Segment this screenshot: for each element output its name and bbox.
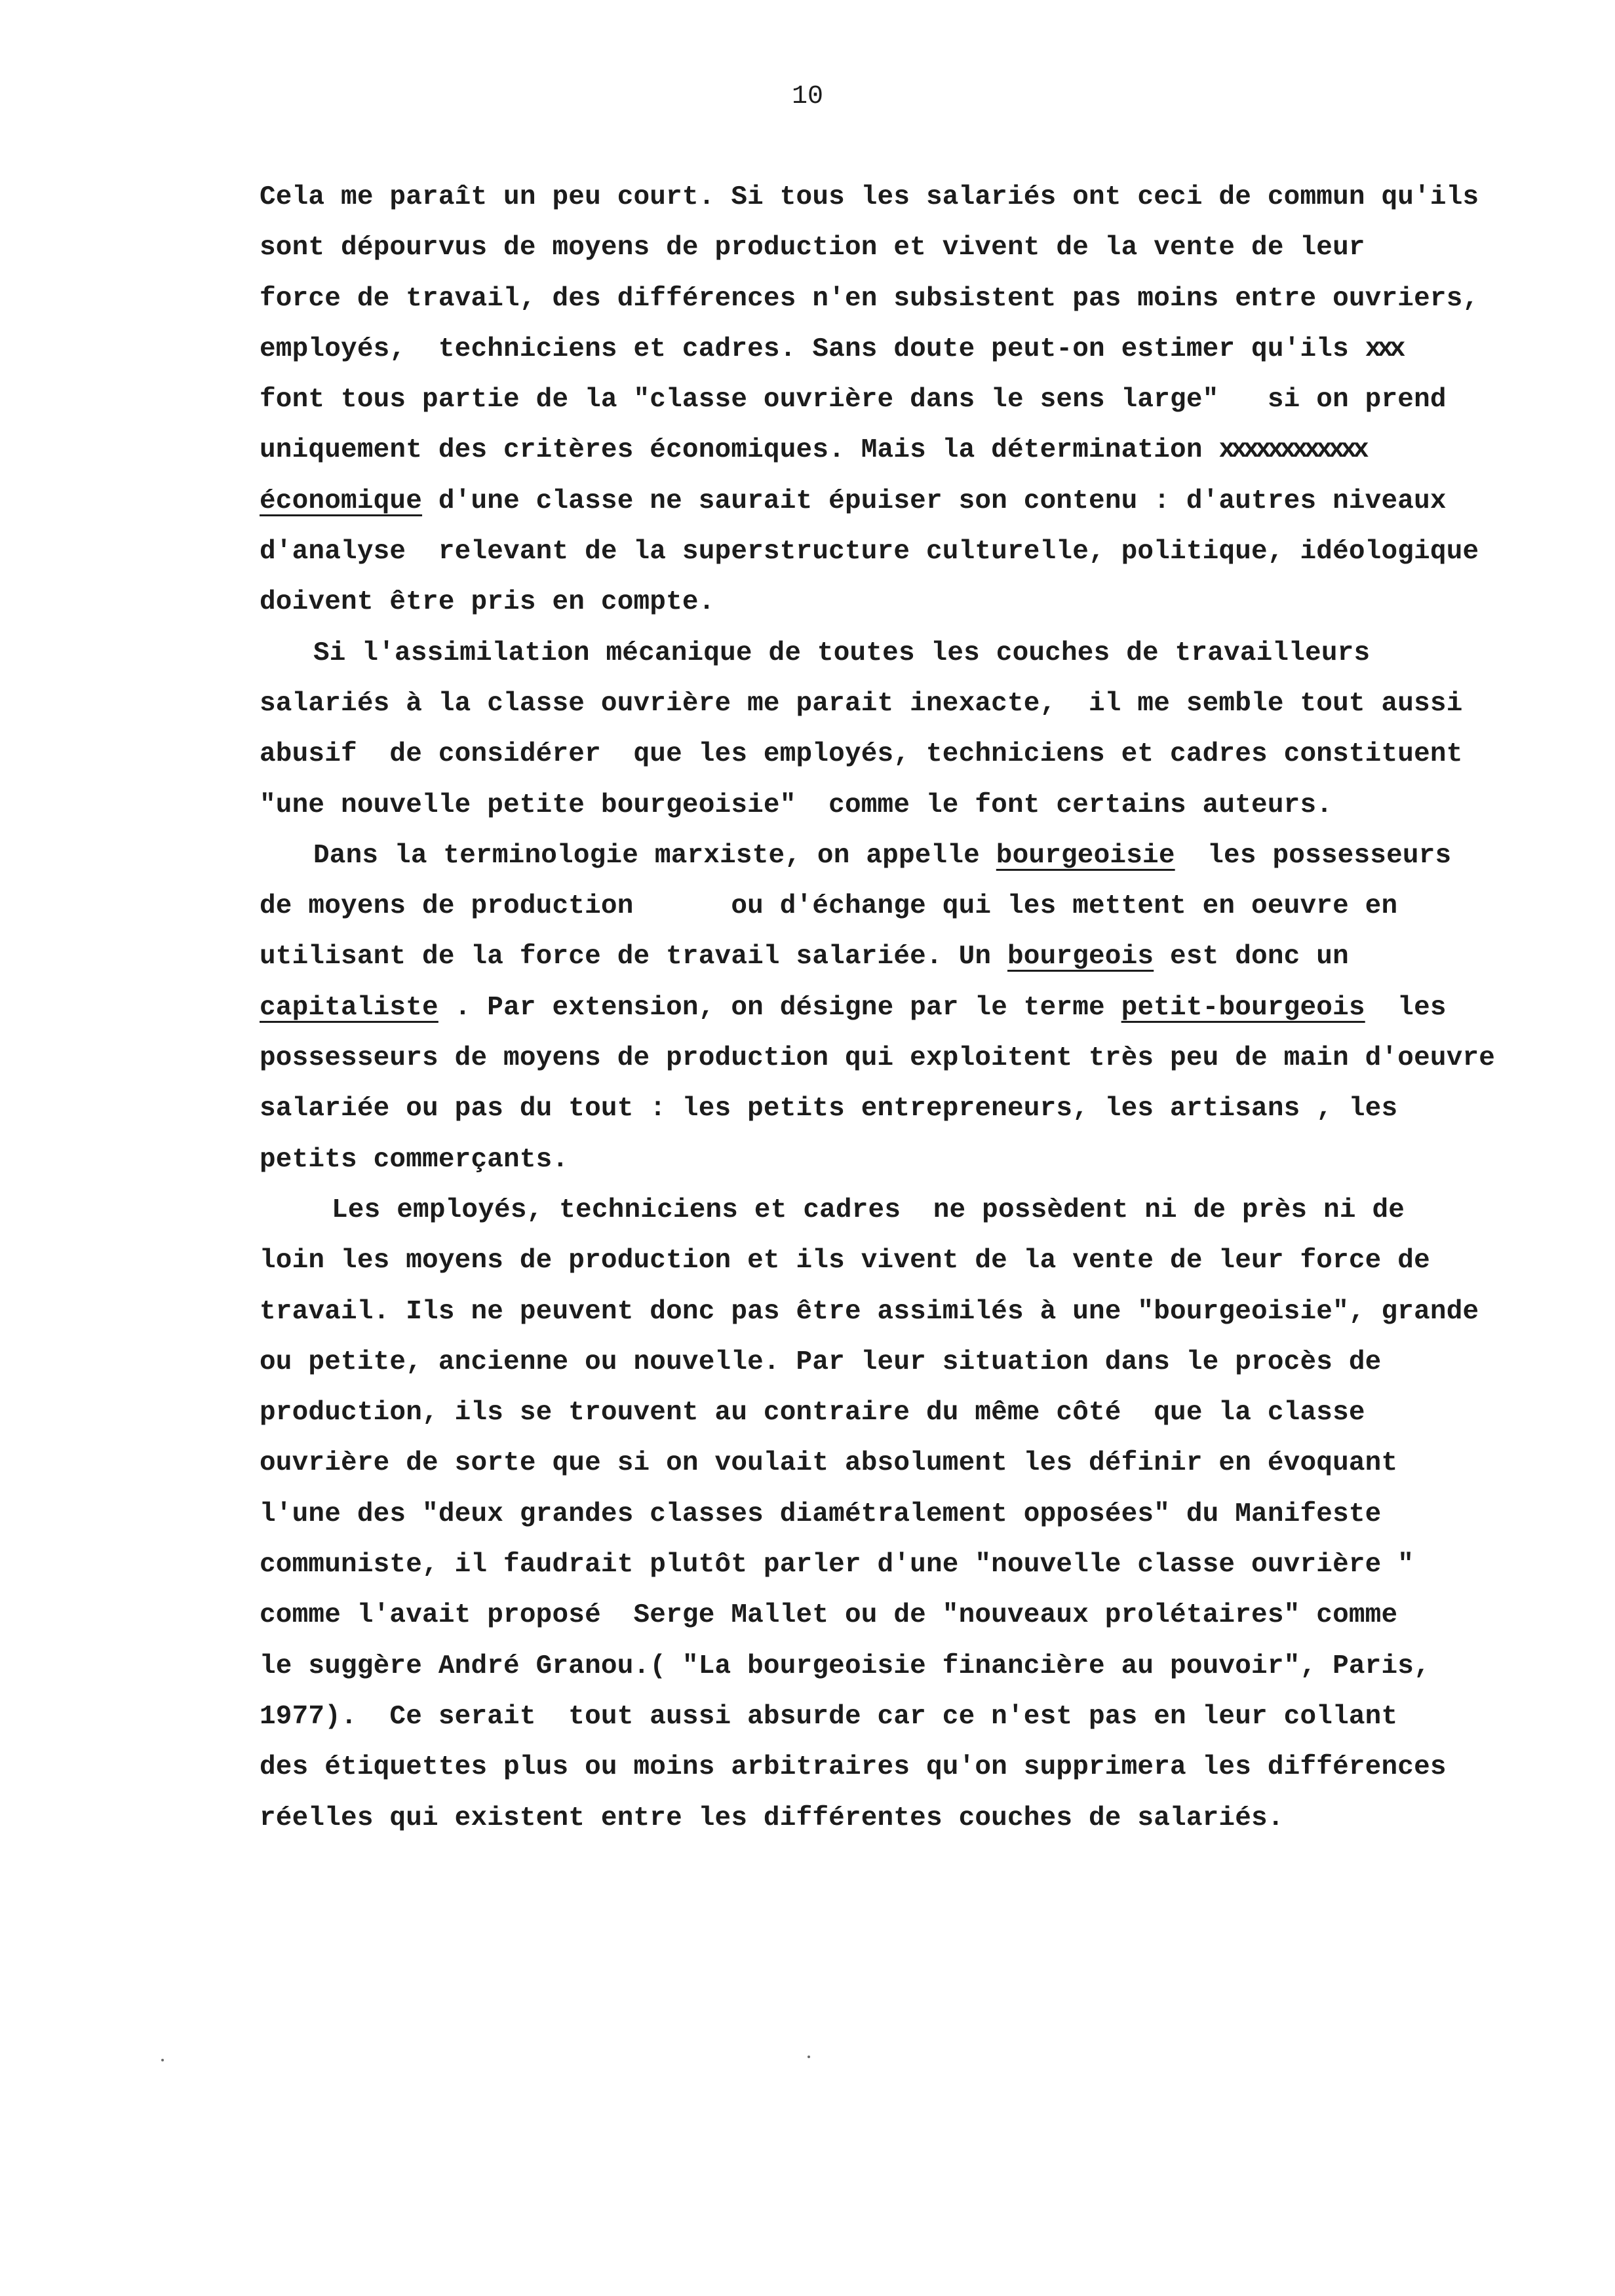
text-line: abusif de considérer que les employés, techniciens et cadres constituent — [260, 739, 1463, 770]
text-line: loin les moyens de production et ils vivent de la vente de leur force de — [260, 1246, 1430, 1276]
text-line: le suggère André Granou.( "La bourgeoisie financière au pouvoir", Paris, — [260, 1651, 1430, 1681]
text-line: production, ils se trouvent au contraire du même côté que la classe — [260, 1398, 1365, 1428]
paragraph-4 — [260, 1185, 1603, 1844]
scan-speck — [808, 2056, 810, 2058]
text-line — [260, 932, 1603, 982]
text-line: possesseurs de moyens de production qui exploitent très peu de main d'oeuvre — [260, 1043, 1496, 1074]
text-line: communiste, il faudrait plutôt parler d'une "nouvelle classe ouvrière " — [260, 1550, 1414, 1580]
underlined-word: bourgeois — [1007, 942, 1154, 972]
text-line: salariée ou pas du tout : les petits entrepreneurs, les artisans , les — [260, 1094, 1398, 1124]
text-segment: les — [1365, 992, 1447, 1023]
underlined-word: capitaliste — [260, 992, 438, 1023]
text-segment: employés, techniciens et cadres. Sans doute peut-on estimer qu'ils — [260, 334, 1365, 364]
text-line: sont dépourvus de moyens de production et vivent de la vente de leur — [260, 233, 1365, 263]
text-line: ou petite, ancienne ou nouvelle. Par leur situation dans le procès de — [260, 1347, 1382, 1377]
body-text — [260, 172, 1603, 1844]
text-line: 1977). Ce serait tout aussi absurde car ce n'est pas en leur collant — [260, 1701, 1398, 1732]
text-line: ouvrière de sorte que si on voulait absolument les définir en évoquant — [260, 1448, 1398, 1479]
text-line: d'analyse relevant de la superstructure culturelle, politique, idéologique — [260, 537, 1479, 567]
text-line — [260, 983, 1603, 1033]
strikeout-mark: xxxxxxxxxxxx — [1218, 435, 1365, 466]
underlined-word: petit-bourgeois — [1121, 992, 1365, 1023]
paragraph-3 — [260, 831, 1603, 1185]
text-segment: uniquement des critères économiques. Mais la détermination — [260, 435, 1219, 466]
text-line — [260, 324, 1603, 375]
text-segment: . Par extension, on désigne par le terme — [438, 992, 1121, 1023]
scan-speck — [161, 2059, 164, 2061]
text-line: petits commerçants. — [260, 1144, 569, 1175]
paragraph-2 — [260, 628, 1603, 831]
text-segment: est donc un — [1154, 942, 1349, 972]
text-segment: d'une classe ne saurait épuiser son contenu : d'autres niveaux — [422, 486, 1447, 516]
text-line: salariés à la classe ouvrière me parait inexacte, il me semble tout aussi — [260, 688, 1463, 719]
text-line: l'une des "deux grandes classes diamétralement opposées" du Manifeste — [260, 1499, 1382, 1529]
page-number: 10 — [791, 82, 823, 111]
text-line — [260, 476, 1603, 527]
text-line: travail. Ils ne peuvent donc pas être assimilés à une "bourgeoisie", grande — [260, 1296, 1479, 1327]
text-line: "une nouvelle petite bourgeoisie" comme le font certains auteurs. — [260, 790, 1333, 820]
paragraph-1 — [260, 172, 1603, 628]
text-line: de moyens de production ou d'échange qui les mettent en oeuvre en — [260, 891, 1398, 922]
strikeout-mark: xxx — [1365, 334, 1402, 364]
text-line: Cela me paraît un peu court. Si tous les salariés ont ceci de commun qu'ils — [260, 182, 1479, 212]
text-line: Si l'assimilation mécanique de toutes les couches de travailleurs — [313, 638, 1371, 668]
text-line — [260, 831, 1603, 881]
text-line: comme l'avait proposé Serge Mallet ou de "nouveaux prolétaires" comme — [260, 1600, 1398, 1631]
text-line: Les employés, techniciens et cadres ne possèdent ni de près ni de — [332, 1195, 1405, 1225]
text-segment: les possesseurs — [1175, 840, 1452, 871]
text-segment: utilisant de la force de travail salariée. Un — [260, 942, 1007, 972]
underlined-word: économique — [260, 486, 423, 516]
text-line: doivent être pris en compte. — [260, 587, 715, 618]
text-line: force de travail, des différences n'en subsistent pas moins entre ouvriers, — [260, 283, 1479, 314]
text-segment: Dans la terminologie marxiste, on appelle — [313, 840, 996, 871]
underlined-word: bourgeoisie — [996, 840, 1175, 871]
text-line: réelles qui existent entre les différentes couches de salariés. — [260, 1803, 1284, 1833]
text-line: font tous partie de la "classe ouvrière dans le sens large" si on prend — [260, 385, 1447, 415]
text-line: des étiquettes plus ou moins arbitraires qu'on supprimera les différences — [260, 1752, 1447, 1783]
text-line — [260, 425, 1603, 476]
